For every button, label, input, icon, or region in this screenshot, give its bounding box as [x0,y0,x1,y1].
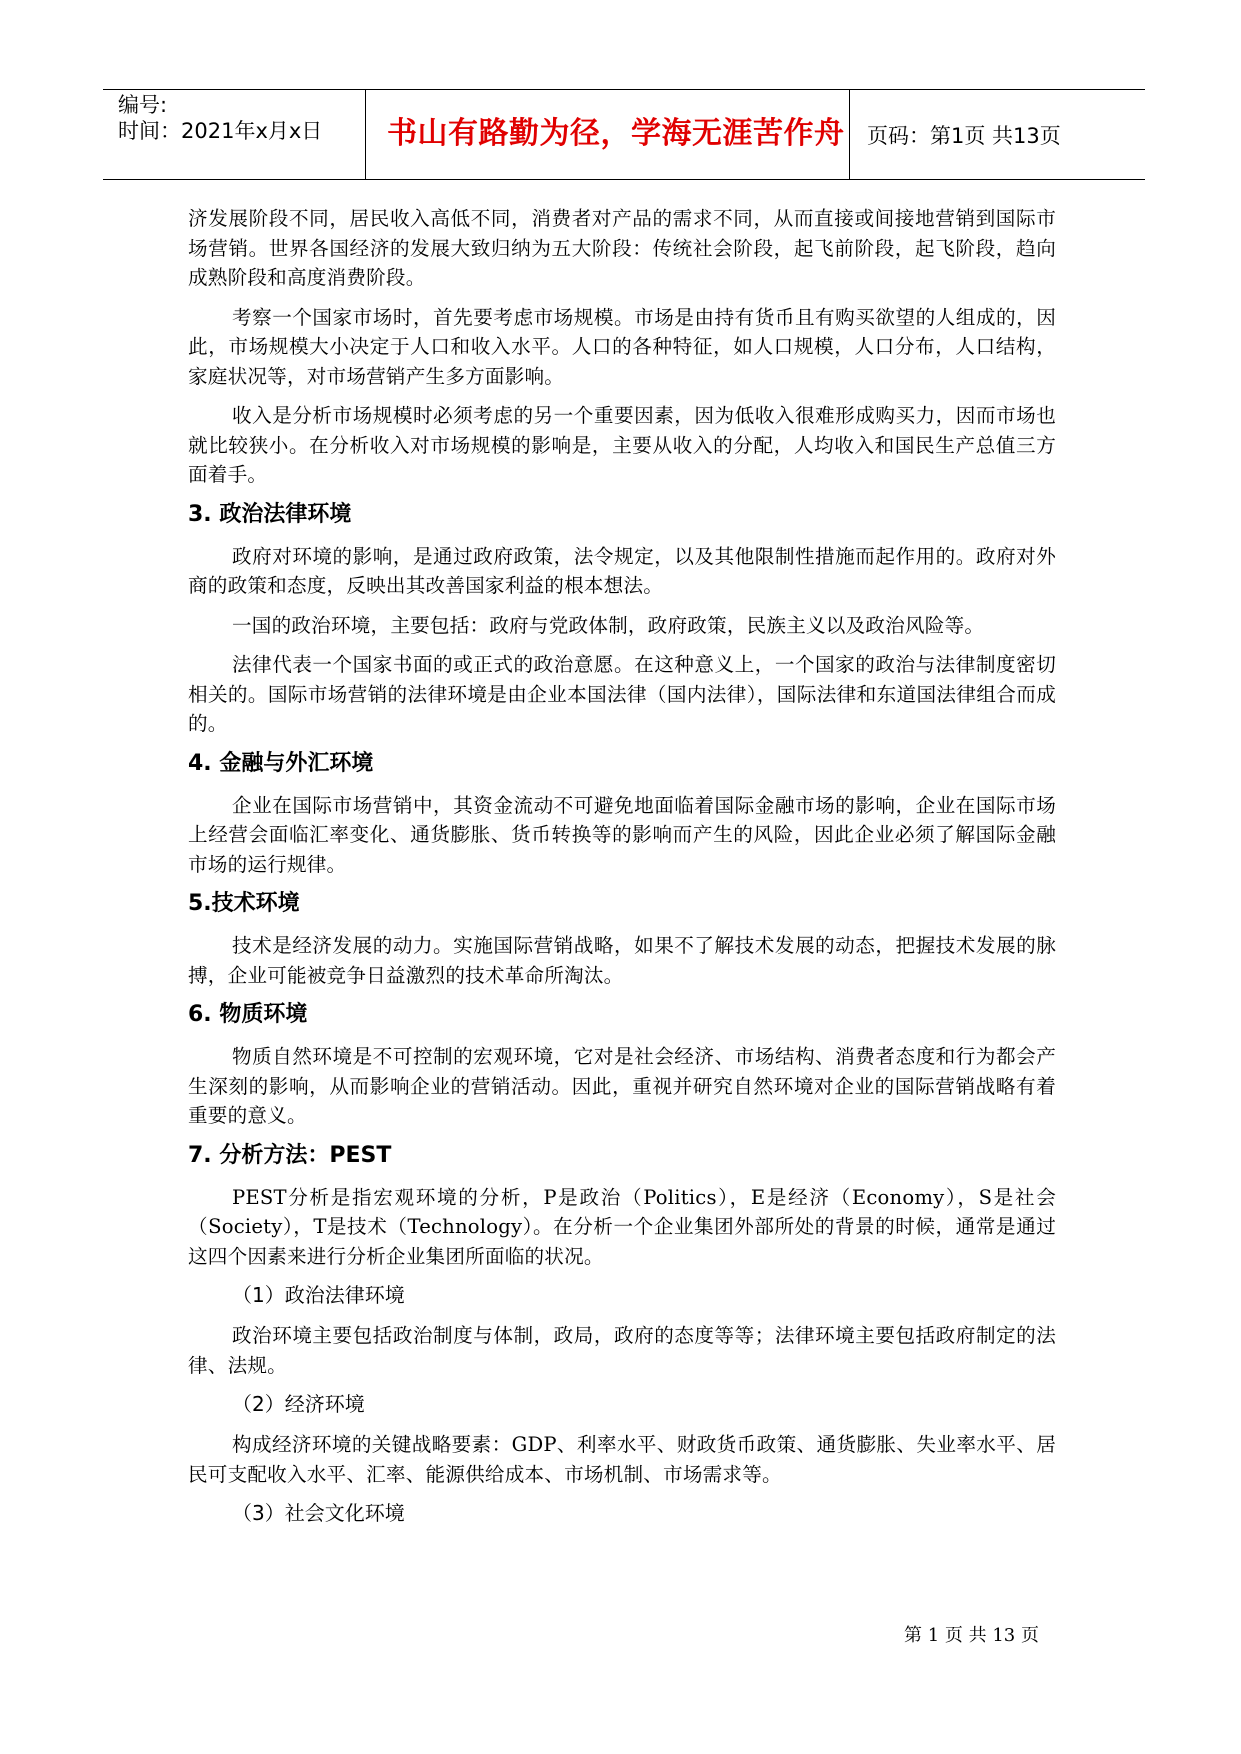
section-heading: 7. 分析方法：PEST [188,1142,392,1168]
header-divider [849,90,850,179]
document-time-label: 时间：2021年x月x日 [118,119,323,143]
paragraph: PEST分析是指宏观环境的分析，P是政治（Politics），E是经济（Economy），S是社会（Society），T是技术（Technology）。在分析一个企业集团外部所处的背景的时候，通常是通过这四个因素来进行分析企业集团所面临的状况。 [188,1185,1056,1268]
paragraph: 物质自然环境是不可控制的宏观环境，它对是社会经济、市场结构、消费者态度和行为都会产生深刻的影响，从而影响企业的营销活动。因此，重视并研究自然环境对企业的国际营销战略有着重要的意义。 [188,1045,1056,1127]
paragraph: 考察一个国家市场时，首先要考虑市场规模。市场是由持有货币且有购买欲望的人组成的，因此，市场规模大小决定于人口和收入水平。人口的各种特征，如人口规模，人口分布，人口结构，家庭状况等，对市场营销产生多方面影响。 [188,305,1056,388]
section-heading: 5.技术环境 [188,891,300,916]
paragraph: 收入是分析市场规模时必须考虑的另一个重要因素，因为低收入很难形成购买力，因而市场也就比较狭小。在分析收入对市场规模的影响是，主要从收入的分配，人均收入和国民生产总值三方面着手。 [188,404,1056,486]
section-heading: 4. 金融与外汇环境 [188,750,374,776]
sub-heading: （3）社会文化环境 [232,1501,405,1525]
paragraph: 政府对环境的影响，是通过政府政策，法令规定，以及其他限制性措施而起作用的。政府对外商的政策和态度，反映出其改善国家利益的根本想法。 [188,544,1056,597]
document-number-label: 编号: [118,93,168,117]
section-heading: 3. 政治法律环境 [188,501,352,527]
paragraph: 技术是经济发展的动力。实施国际营销战略，如果不了解技术发展的动态，把握技术发展的脉搏，企业可能被竞争日益激烈的技术革命所淘汰。 [188,934,1056,987]
paragraph: 企业在国际市场营销中，其资金流动不可避免地面临着国际金融市场的影响，企业在国际市场上经营会面临汇率变化、通货膨胀、货币转换等的影响而产生的风险，因此企业必须了解国际金融市场的运行规律。 [188,793,1056,876]
paragraph: 法律代表一个国家书面的或正式的政治意愿。在这种意义上，一个国家的政治与法律制度密切相关的。国际市场营销的法律环境是由企业本国法律（国内法律），国际法律和东道国法律组合而成的。 [188,653,1056,735]
document-header [103,89,1145,180]
header-divider [365,90,366,179]
document-body [188,204,1056,1539]
paragraph: 政治环境主要包括政治制度与体制，政局，政府的态度等等；法律环境主要包括政府制定的法律、法规。 [188,1324,1056,1377]
paragraph: 一国的政治环境，主要包括：政府与党政体制，政府政策，民族主义以及政治风险等。 [232,613,985,637]
page-number-label: 页码：第1页 共13页 [867,124,1061,148]
paragraph: 济发展阶段不同，居民收入高低不同，消费者对产品的需求不同，从而直接或间接地营销到国际市场营销。世界各国经济的发展大致归纳为五大阶段：传统社会阶段，起飞前阶段，起飞阶段，趋向成熟阶段和高度消费阶段。 [188,207,1056,289]
page-footer: 第 1 页 共 13 页 [904,1625,1039,1646]
paragraph: 构成经济环境的关键战略要素：GDP、利率水平、财政货币政策、通货膨胀、失业率水平、居民可支配收入水平、汇率、能源供给成本、市场机制、市场需求等。 [188,1433,1056,1486]
sub-heading: （1）政治法律环境 [232,1283,405,1307]
section-heading: 6. 物质环境 [188,1002,308,1027]
sub-heading: （2）经济环境 [232,1392,365,1416]
header-motto: 书山有路勤为径，学海无涯苦作舟 [387,116,845,151]
